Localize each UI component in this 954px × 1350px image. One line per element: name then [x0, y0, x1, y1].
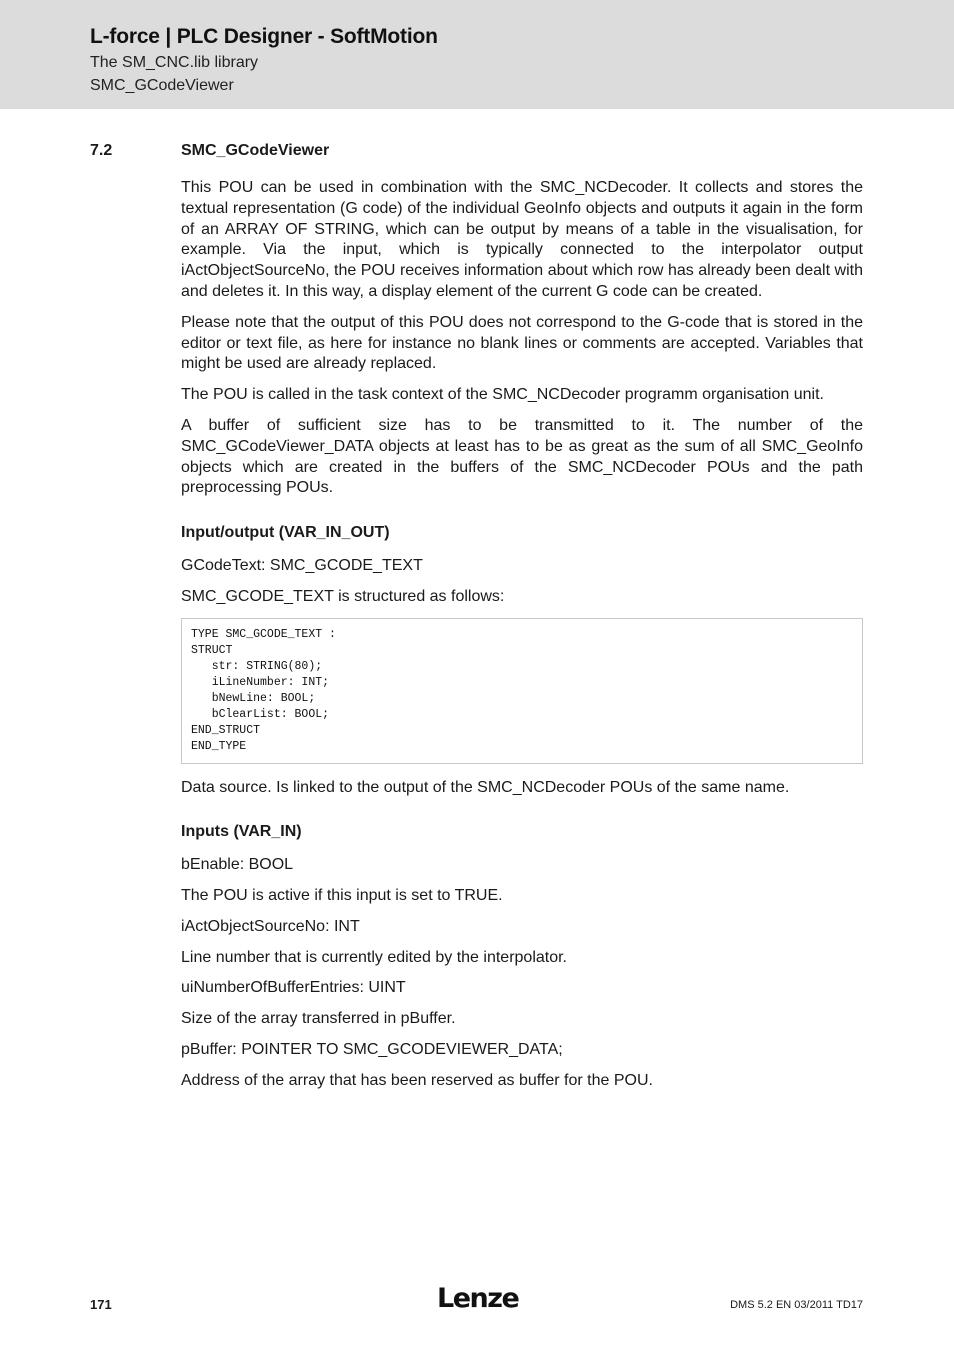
inout-intro: SMC_GCODE_TEXT is structured as follows: — [181, 587, 505, 605]
input-decl-iactobjectsourceno: iActObjectSourceNo: INT — [181, 917, 360, 935]
header-subtitle-chapter: SMC_GCodeViewer — [90, 77, 234, 94]
input-desc-benable: The POU is active if this input is set to TRUE. — [181, 886, 503, 904]
section-number: 7.2 — [90, 142, 113, 159]
input-desc-pbuffer: Address of the array that has been reserved as buffer for the POU. — [181, 1071, 653, 1089]
inputs-heading: Inputs (VAR_IN) — [181, 823, 302, 841]
input-desc-iactobjectsourceno: Line number that is currently edited by the interpolator. — [181, 948, 567, 966]
code-block — [181, 618, 863, 764]
paragraph-note: Please note that the output of this POU does not correspond to the G-code that is stored in the editor or text file, as here for instance no blank lines or comments are accepted. Variables that might be used are already replaced. — [181, 313, 863, 373]
paragraph-buffer: A buffer of sufficient size has to be transmitted to it. The number of the SMC_GCodeViewer_DATA objects at least has to be as great as the sum of all SMC_GeoInfo objects which are created in the buffers of the SMC_NCDecoder POUs and the path preprocessing POUs. — [181, 416, 863, 497]
header-title: L-force | PLC Designer - SoftMotion — [90, 25, 438, 48]
paragraph-task-context: The POU is called in the task context of the SMC_NCDecoder programm organisation unit. — [181, 386, 824, 404]
input-decl-benable: bEnable: BOOL — [181, 856, 294, 874]
inout-heading: Input/output (VAR_IN_OUT) — [181, 524, 390, 542]
lenze-logo: Lenze — [437, 1283, 519, 1314]
code-text: TYPE SMC_GCODE_TEXT : STRUCT str: STRING(80); iLineNumber: INT; bNewLine: BOOL; bClearList: BOOL; END_STRUCT END_TYPE — [191, 627, 336, 753]
main-content — [181, 178, 863, 1102]
input-desc-uinumberofbufferentries: Size of the array transferred in pBuffer. — [181, 1010, 456, 1028]
section-title: SMC_GCodeViewer — [181, 142, 330, 159]
page-header — [0, 0, 954, 109]
input-decl-pbuffer: pBuffer: POINTER TO SMC_GCODEVIEWER_DATA; — [181, 1040, 563, 1058]
inout-note: Data source. Is linked to the output of the SMC_NCDecoder POUs of the same name. — [181, 778, 790, 796]
page-number: 171 — [90, 1297, 112, 1312]
document-id: DMS 5.2 EN 03/2011 TD17 — [730, 1299, 863, 1311]
paragraph-intro: This POU can be used in combination with the SMC_NCDecoder. It collects and stores the textual representation (G code) of the individual GeoInfo objects and outputs it again in the form of an ARRAY OF STRING, which can be output by means of a table in the visualisation, for example. Via the input, which is typically connected to the interpolator output iActObjectSourceNo, the POU receives information about which row has already been dealt with and deletes it. In this way, a display element of the current G code can be created. — [181, 179, 863, 300]
inout-declaration: GCodeText: SMC_GCODE_TEXT — [181, 556, 423, 574]
input-decl-uinumberofbufferentries: uiNumberOfBufferEntries: UINT — [181, 979, 406, 997]
header-subtitle-library: The SM_CNC.lib library — [90, 54, 259, 71]
